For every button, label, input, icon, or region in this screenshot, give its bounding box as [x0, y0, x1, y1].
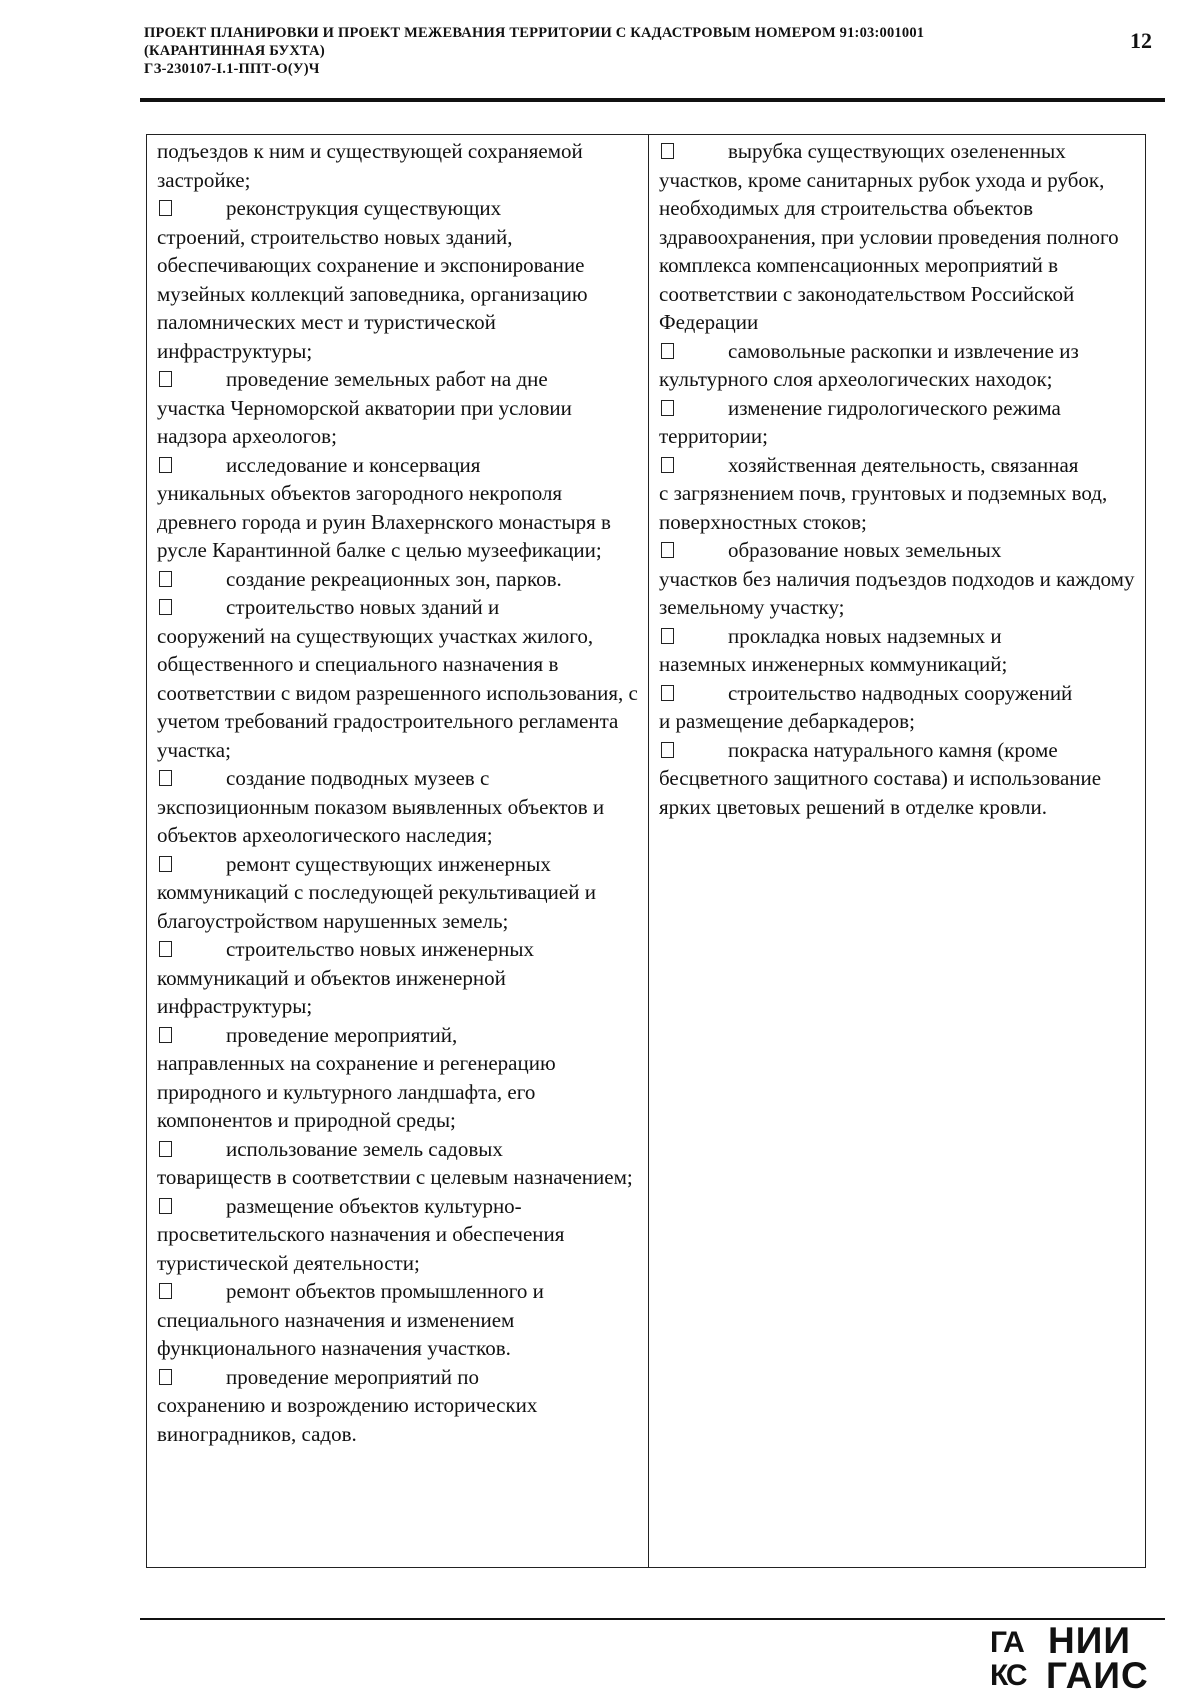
- list-item: [157, 764, 640, 850]
- checkbox-icon: [159, 770, 172, 786]
- list-item-lead: [659, 137, 1137, 166]
- checkbox-icon: [661, 400, 674, 416]
- list-item-text: с загрязнением почв, грунтовых и подземных вод, поверхностных стоков;: [659, 481, 1108, 534]
- header-divider: [140, 98, 1165, 102]
- list-item-lead: [659, 394, 1137, 423]
- list-item-text: сооружений на существующих участках жилого, общественного и специального назначения в соответствии с видом разрешенного использования, с учетом требований градостроительного регламента участка;: [157, 623, 638, 762]
- list-item-text: специального назначения и изменением функционального назначения участков.: [157, 1307, 515, 1360]
- list-item-text: коммуникаций и объектов инженерной инфраструктуры;: [157, 965, 506, 1018]
- footer-divider: [140, 1618, 1165, 1620]
- list-item-first-line: исследование и консервация: [226, 452, 481, 477]
- list-item-text: участков, кроме санитарных рубок ухода и рубок, необходимых для строительства объектов здравоохранения, при условии проведения полного комплекса компенсационных мероприятий в соответствии с законодательством Российской Федерации: [659, 167, 1119, 334]
- checkbox-icon: [159, 571, 172, 587]
- list-item-lead: [157, 1277, 640, 1306]
- list-item: [157, 451, 640, 565]
- list-item-first-line: строительство новых инженерных: [226, 937, 535, 961]
- list-item-lead: [157, 365, 640, 394]
- list-item-lead: [659, 451, 1137, 480]
- checkbox-icon: [159, 1283, 172, 1299]
- list-item-first-line: проведение мероприятий по: [226, 1364, 480, 1389]
- checkbox-icon: [159, 200, 172, 216]
- list-item: [659, 622, 1137, 679]
- list-item-text: территории;: [659, 424, 768, 448]
- svg-text:ГАИС: ГАИС: [1046, 1655, 1149, 1692]
- checkbox-icon: [159, 1198, 172, 1214]
- list-item: [659, 679, 1137, 736]
- list-item: [157, 935, 640, 1021]
- svg-text:НИИ: НИИ: [1048, 1622, 1131, 1661]
- checkbox-icon: [661, 628, 674, 644]
- checkbox-icon: [159, 1369, 172, 1385]
- list-item-text: и размещение дебаркадеров;: [659, 709, 915, 733]
- list-item-lead: [157, 565, 640, 594]
- list-item-text: участков без наличия подъездов подходов и каждому земельному участку;: [659, 566, 1135, 619]
- list-item: [157, 593, 640, 764]
- header-document-code: ГЗ-230107-I.1-ППТ-О(У)Ч: [144, 61, 320, 77]
- list-item-first-line: покраска натурального камня (кроме: [728, 737, 1058, 762]
- list-item: [659, 451, 1137, 537]
- list-item-lead: [157, 1363, 640, 1392]
- restrictions-table: [146, 134, 1146, 1568]
- header-title-line-1: ПРОЕКТ ПЛАНИРОВКИ И ПРОЕКТ МЕЖЕВАНИЯ ТЕРРИТОРИИ С КАДАСТРОВЫМ НОМЕРОМ 91:03:001001: [144, 25, 925, 41]
- list-item: [659, 137, 1137, 337]
- list-item-text: уникальных объектов загородного некрополя древнего города и руин Влахернского монастыря в русле Карантинной балке с целью музеефикации;: [157, 481, 611, 562]
- checkbox-icon: [661, 685, 674, 701]
- list-item-first-line: изменение гидрологического режима: [728, 395, 1061, 420]
- checkbox-icon: [159, 941, 172, 957]
- document-header: [144, 24, 1104, 78]
- checkbox-icon: [661, 457, 674, 473]
- checkbox-icon: [159, 371, 172, 387]
- list-item-first-line: реконструкция существующих: [226, 196, 502, 220]
- list-item: [659, 736, 1137, 822]
- list-item-text: наземных инженерных коммуникаций;: [659, 652, 1008, 676]
- list-item-text: культурного слоя археологических находок;: [659, 367, 1053, 391]
- list-item-text: участка Черноморской акватории при условии надзора археологов;: [157, 395, 572, 448]
- list-item-lead: [157, 194, 640, 223]
- allowed-activities-column: [147, 135, 649, 1567]
- list-item-first-line: строительство надводных сооружений: [728, 680, 1073, 705]
- list-item: [659, 394, 1137, 451]
- prohibited-activities-column: [649, 135, 1145, 1567]
- list-item-text: экспозиционным показом выявленных объектов и объектов археологического наследия;: [157, 794, 605, 847]
- list-item: [157, 1135, 640, 1192]
- list-item-first-line: образование новых земельных: [728, 538, 1002, 562]
- list-item-first-line: ремонт существующих инженерных: [226, 851, 551, 876]
- list-item-lead: [157, 593, 640, 622]
- checkbox-icon: [661, 143, 674, 159]
- list-item-first-line: вырубка существующих озелененных: [728, 139, 1066, 163]
- list-item-text: товариществ в соответствии с целевым назначением;: [157, 1165, 633, 1189]
- list-item-lead: [157, 1135, 640, 1164]
- list-item-first-line: самовольные раскопки и извлечение из: [728, 338, 1079, 363]
- checkbox-icon: [159, 856, 172, 872]
- svg-text:ГА: ГА: [990, 1626, 1023, 1659]
- list-item-text: просветительского назначения и обеспечения туристической деятельности;: [157, 1222, 565, 1275]
- list-item: [157, 1192, 640, 1278]
- list-item-first-line: прокладка новых надземных и: [728, 623, 1002, 648]
- list-item-text: коммуникаций с последующей рекультивацией и благоустройством нарушенных земель;: [157, 880, 596, 933]
- list-item-text: бесцветного защитного состава) и использование ярких цветовых решений в отделке кровли.: [659, 766, 1102, 819]
- list-item-lead: [157, 451, 640, 480]
- list-item-lead: [659, 337, 1137, 366]
- list-item-lead: [659, 736, 1137, 765]
- page-number: 12: [1130, 28, 1152, 53]
- list-item-first-line: ремонт объектов промышленного и: [226, 1279, 544, 1303]
- checkbox-icon: [661, 742, 674, 758]
- list-item-first-line: создание рекреационных зон, парков.: [226, 566, 562, 591]
- list-item-lead: [157, 850, 640, 879]
- list-item-lead: [157, 1021, 640, 1050]
- list-item-lead: [157, 1192, 640, 1221]
- list-item-first-line: создание подводных музеев с: [226, 766, 490, 790]
- checkbox-icon: [159, 599, 172, 615]
- list-item-first-line: размещение объектов культурно-: [226, 1193, 522, 1218]
- list-item-text: направленных на сохранение и регенерацию природного и культурного ландшафта, его компонентов и природной среды;: [157, 1051, 556, 1132]
- list-item: [157, 194, 640, 365]
- list-item-first-line: строительство новых зданий и: [226, 595, 500, 619]
- list-item: [157, 1021, 640, 1135]
- list-item-lead: [659, 622, 1137, 651]
- list-item: [157, 850, 640, 936]
- checkbox-icon: [661, 343, 674, 359]
- checkbox-icon: [159, 1141, 172, 1157]
- niigais-logo: [990, 1622, 1170, 1692]
- checkbox-icon: [159, 457, 172, 473]
- list-item-lead: [659, 536, 1137, 565]
- list-item: [659, 536, 1137, 622]
- continuation-text: подъездов к ним и существующей сохраняемой застройке;: [157, 139, 583, 192]
- list-item: [157, 1363, 640, 1449]
- list-item: [157, 365, 640, 451]
- checkbox-icon: [661, 542, 674, 558]
- list-item-first-line: проведение земельных работ на дне: [226, 367, 548, 391]
- list-item-lead: [157, 935, 640, 964]
- list-item-first-line: проведение мероприятий,: [226, 1022, 458, 1047]
- list-item-first-line: использование земель садовых: [226, 1136, 503, 1161]
- list-item-text: строений, строительство новых зданий, обеспечивающих сохранение и экспонирование музейных коллекций заповедника, организацию паломнических мест и туристической инфраструктуры;: [157, 224, 588, 363]
- list-item-first-line: хозяйственная деятельность, связанная: [728, 452, 1079, 477]
- list-item-text: сохранению и возрождению исторических виноградников, садов.: [157, 1393, 538, 1446]
- list-item-lead: [157, 764, 640, 793]
- svg-text:КС: КС: [990, 1659, 1026, 1692]
- list-item: [157, 565, 640, 594]
- checkbox-icon: [159, 1027, 172, 1043]
- list-item: [659, 337, 1137, 394]
- list-item: [157, 1277, 640, 1363]
- header-title-line-2: (КАРАНТИННАЯ БУХТА): [144, 43, 325, 59]
- list-item-lead: [659, 679, 1137, 708]
